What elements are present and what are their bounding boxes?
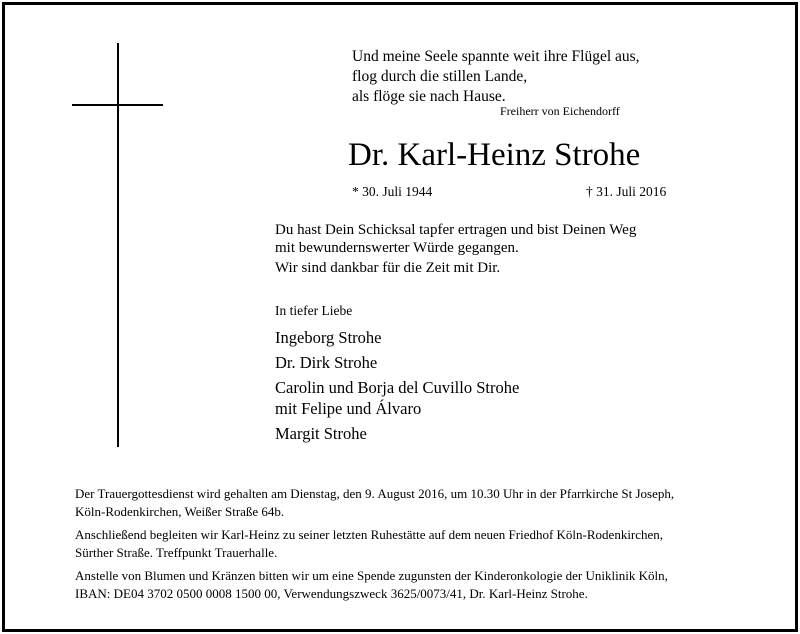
tribute-line: Wir sind dankbar für die Zeit mit Dir.	[275, 260, 501, 276]
poem-line: flog durch die stillen Lande,	[352, 68, 528, 85]
notice-line: Der Trauergottesdienst wird gehalten am Dienstag, den 9. August 2016, um 10.30 Uhr in der Pfarrkirche St Joseph,	[75, 486, 675, 501]
tribute-line: mit bewundernswerter Würde gegangen.	[275, 240, 519, 256]
mourner-name: Margit Strohe	[275, 424, 367, 443]
mourner-name: mit Felipe und Álvaro	[275, 399, 422, 418]
notice-line: Sürther Straße. Treffpunkt Trauerhalle.	[75, 545, 278, 560]
deceased-name: Dr. Karl-Heinz Strohe	[348, 137, 641, 173]
notice-line: IBAN: DE04 3702 0500 0008 1500 00, Verwendungszweck 3625/0073/41, Dr. Karl-Heinz Strohe.	[75, 586, 588, 601]
burial-info	[75, 526, 674, 562]
notice-line: Anstelle von Blumen und Kränzen bitten wir um eine Spende zugunsten der Kinderonkologie der Uniklinik Köln,	[75, 568, 668, 583]
mourners-list	[275, 327, 519, 444]
death-date: † 31. Juli 2016	[586, 184, 667, 199]
mourner-name: Ingeborg Strohe	[275, 328, 382, 347]
poem	[352, 47, 640, 107]
poem-line: Und meine Seele spannte weit ihre Flügel aus,	[352, 48, 640, 65]
notice-line: Köln-Rodenkirchen, Weißer Straße 64b.	[75, 504, 285, 519]
donation-info	[75, 567, 674, 603]
tribute-text	[275, 221, 636, 277]
service-info	[75, 485, 674, 521]
birth-date: * 30. Juli 1944	[352, 184, 433, 199]
tribute-line: Du hast Dein Schicksal tapfer ertragen und bist Deinen Weg	[275, 222, 637, 238]
poem-line: als flöge sie nach Hause.	[352, 88, 506, 105]
funeral-notice	[75, 485, 674, 603]
cross-horizontal-bar	[72, 104, 163, 106]
mourner-name: Dr. Dirk Strohe	[275, 353, 378, 372]
poem-author: Freiherr von Eichendorff	[500, 104, 620, 118]
notice-line: Anschließend begleiten wir Karl-Heinz zu seiner letzten Ruhestätte auf dem neuen Friedhof Köln-Rodenkirchen,	[75, 527, 664, 542]
mourner-name: Carolin und Borja del Cuvillo Strohe	[275, 378, 520, 397]
mourners-intro: In tiefer Liebe	[275, 303, 353, 318]
